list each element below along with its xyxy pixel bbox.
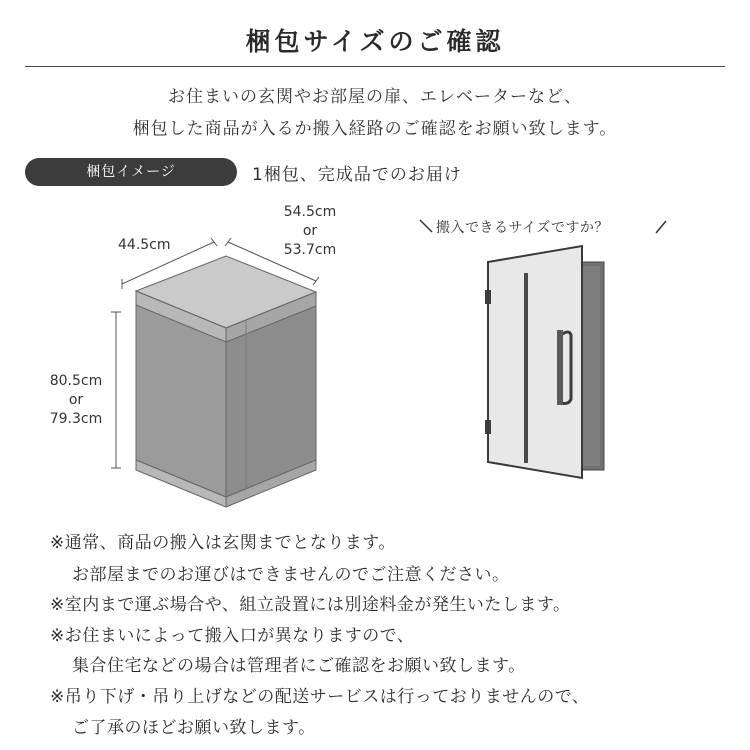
height-or: or [68,392,84,408]
depth-or: or [302,223,318,239]
depth-value-2: 53.7cm [283,242,337,258]
door-illustration [420,220,666,478]
intro-line-2: 梱包した商品が入るか搬入経路のご確認をお願い致します。 [132,119,618,139]
caption-slash-left [420,220,432,232]
door-edge-strip [524,273,528,463]
height-value-1: 80.5cm [49,373,103,389]
page-title: 梱包サイズのご確認 [245,27,505,56]
depth-label-group [270,203,350,260]
note-line: お部屋までのお運びはできませんのでご注意ください。 [72,565,510,585]
door-caption: 搬入できるサイズですか？ [436,220,609,236]
note-line: ※吊り下げ・吊り上げなどの配送サービスは行っておりませんので、 [50,687,590,707]
door-handle-bar [557,330,563,405]
package-box [136,256,316,507]
caption-slash-right [656,221,666,233]
intro-line-1: お住まいの玄関やお部屋の扉、エレベーターなど、 [168,87,582,107]
note-line: ※通常、商品の搬入は玄関までとなります。 [50,533,396,553]
door-frame-inner [582,266,600,466]
door-hinge-top [485,290,491,304]
note-line: ご了承のほどお願い致します。 [72,718,316,738]
depth-value-1: 54.5cm [283,204,337,220]
height-label-group [36,372,116,429]
door-hinge-bottom [485,420,491,434]
note-line: ※お住まいによって搬入口が異なりますので、 [50,626,415,646]
package-description: 1梱包、完成品でのお届け [252,165,462,185]
height-value-2: 79.3cm [49,411,103,427]
door-panel [488,246,582,478]
width-label: 44.5cm [118,237,171,253]
package-image-badge: 梱包イメージ [25,158,237,186]
note-line: ※室内まで運ぶ場合や、組立設置には別途料金が発生いたします。 [50,595,571,615]
note-line: 集合住宅などの場合は管理者にご確認をお願い致します。 [72,656,526,676]
